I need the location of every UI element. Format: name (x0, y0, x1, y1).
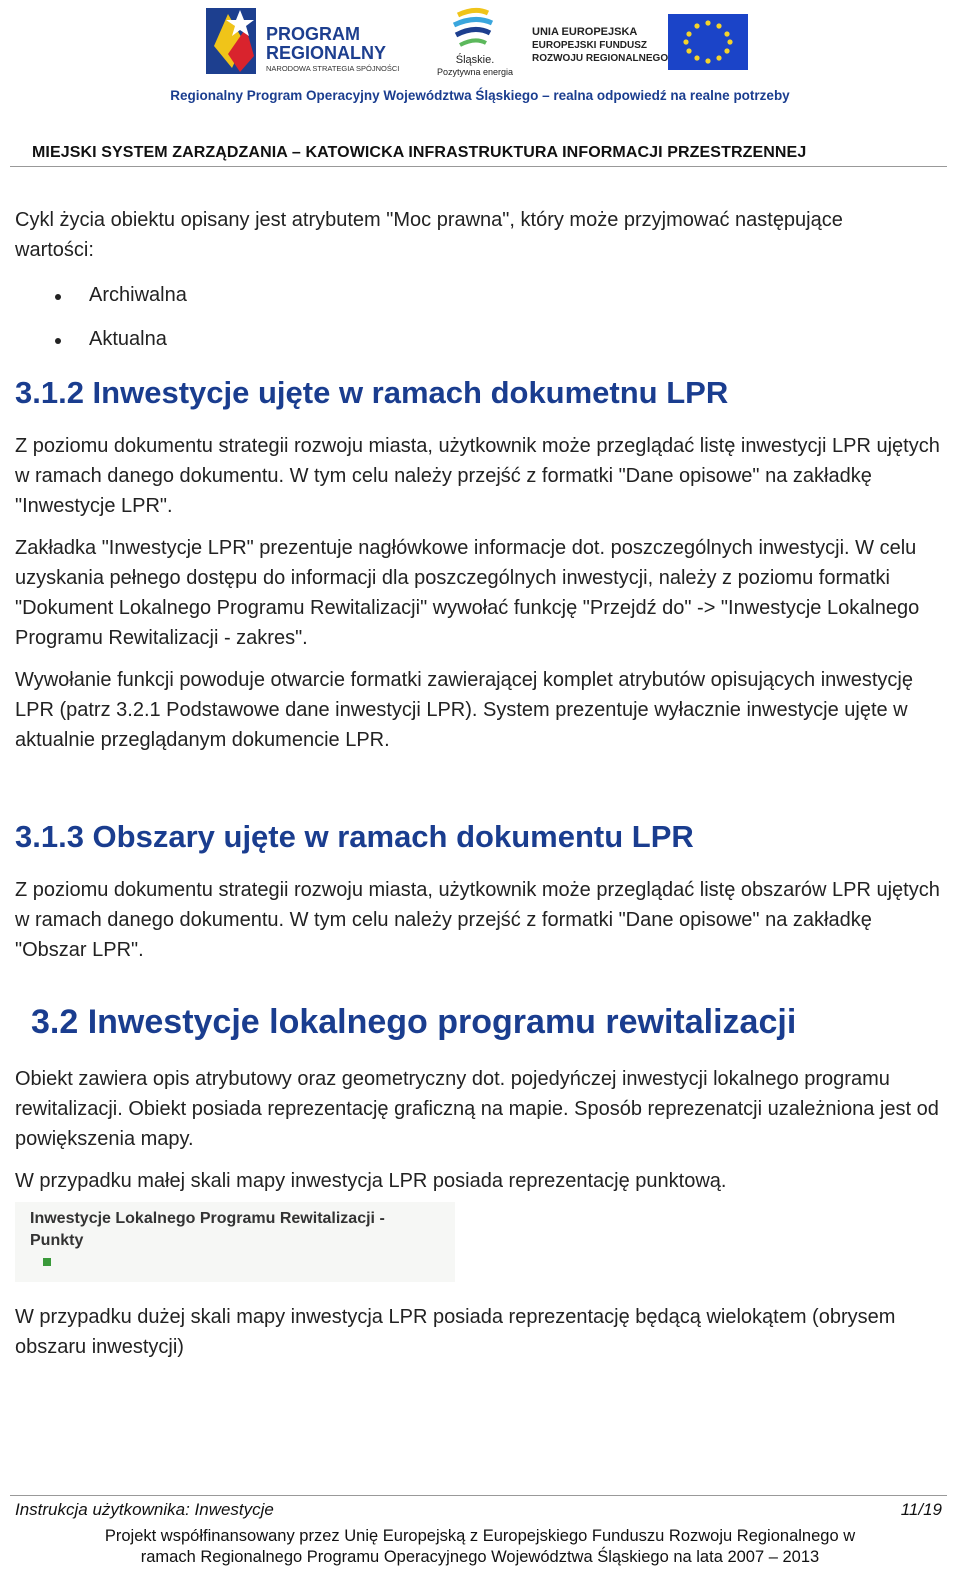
bullet-icon (55, 338, 61, 344)
page-number: 11/19 (900, 1500, 942, 1519)
list-item: Aktualna (15, 317, 945, 361)
svg-text:NARODOWA STRATEGIA SPÓJNOŚCI: NARODOWA STRATEGIA SPÓJNOŚCI (266, 64, 400, 73)
intro-paragraph: Cykl życia obiektu opisany jest atrybutem "Moc prawna", który może przyjmować następujące wartości: (15, 209, 843, 261)
svg-text:ROZWOJU REGIONALNEGO: ROZWOJU REGIONALNEGO (532, 53, 669, 64)
point-symbol-icon (43, 1258, 51, 1266)
funding-note: Projekt współfinansowany przez Unię Europejską z Europejskiego Funduszu Rozwoju Regionalnego w ramach Regionalnego Programu Operacyjnego Województwa Śląskiego na lata 2007 – 2013 (104, 1527, 856, 1566)
svg-text:Śląskie.: Śląskie. (455, 54, 495, 66)
section-3-1-3-heading: 3.1.3 Obszary ujęte w ramach dokumentu LPR (15, 819, 694, 854)
list-item: Archiwalna (15, 273, 945, 317)
svg-text:PROGRAM: PROGRAM (266, 24, 360, 44)
bullet-icon (55, 294, 61, 300)
header-logos (0, 0, 960, 82)
eu-logo (530, 14, 760, 74)
section-3-1-2-heading: 3.1.2 Inwestycje ujęte w ramach dokumetnu LPR (15, 375, 729, 410)
values-list (15, 273, 945, 361)
s312-paragraph-1: Z poziomu dokumentu strategii rozwoju miasta, użytkownik może przeglądać listę inwestycji LPR ujętych w ramach danego dokumentu. W tym celu należy przejść z formatki "Dane opisowe" na zakładkę "Inwestycje LPR". (15, 435, 940, 517)
legend-label: Inwestycje Lokalnego Programu Rewitalizacji - Punkty (30, 1210, 385, 1249)
map-legend-image (15, 1202, 455, 1282)
s313-paragraph-1: Z poziomu dokumentu strategii rozwoju miasta, użytkownik może przeglądać listę obszarów LPR ujętych w ramach danego dokumentu. W tym celu należy przejść z formatki "Dane opisowe" na zakładkę "Obszar LPR". (15, 879, 940, 961)
svg-text:Pozytywna energia: Pozytywna energia (436, 67, 514, 77)
s32-paragraph-2: W przypadku małej skali mapy inwestycja LPR posiada reprezentację punktową. (15, 1170, 727, 1192)
header-divider (10, 166, 947, 167)
rpo-tagline: Regionalny Program Operacyjny Województwa Śląskiego – realna odpowiedź na realne potrzeby (170, 88, 790, 103)
svg-text:EUROPEJSKI FUNDUSZ: EUROPEJSKI FUNDUSZ (532, 40, 648, 51)
program-regionalny-logo (206, 6, 416, 76)
s312-paragraph-3: Wywołanie funkcji powoduje otwarcie formatki zawierającej komplet atrybutów opisujących inwestycję LPR (patrz 3.2.1 Podstawowe dane inwestycji LPR). System prezentuje wyłacznie inwestycje ujęte w aktualnie przeglądanym dokumencie LPR. (15, 669, 913, 751)
s32-paragraph-1: Obiekt zawiera opis atrybutowy oraz geometryczny dot. pojedyńczej inwestycji lokalnego programu rewitalizacji. Obiekt posiada reprezentację graficzną na mapie. Sposób reprezenatcji uzależniona jest od powiększenia mapy. (15, 1068, 939, 1150)
footer-divider (10, 1495, 947, 1496)
document-title: MIEJSKI SYSTEM ZARZĄDZANIA – KATOWICKA INFRASTRUKTURA INFORMACJI PRZESTRZENNEJ (32, 144, 807, 161)
s32-paragraph-3: W przypadku dużej skali mapy inwestycja LPR posiada reprezentację będącą wielokątem (obrysem obszaru inwestycji) (15, 1306, 896, 1358)
s312-paragraph-2: Zakładka "Inwestycje LPR" prezentuje nagłówkowe informacje dot. poszczególnych inwestycji. W celu uzyskania pełnego dostępu do informacji dla poszczególnych inwestycji, należy z poziomu formatki "Dokument Lokalnego Programu Rewitalizacji" wywołać funkcję "Przejdź do" -> "Inwestycje Lokalnego Programu Rewitalizacji - zakres". (15, 537, 920, 649)
svg-text:UNIA EUROPEJSKA: UNIA EUROPEJSKA (532, 26, 638, 38)
section-3-2-heading: 3.2 Inwestycje lokalnego programu rewitalizacji (31, 1003, 797, 1041)
svg-text:REGIONALNY: REGIONALNY (266, 43, 387, 63)
document-body (15, 205, 945, 1362)
slaskie-logo (430, 5, 520, 77)
footer-doc-name: Instrukcja użytkownika: Inwestycje (15, 1500, 274, 1519)
